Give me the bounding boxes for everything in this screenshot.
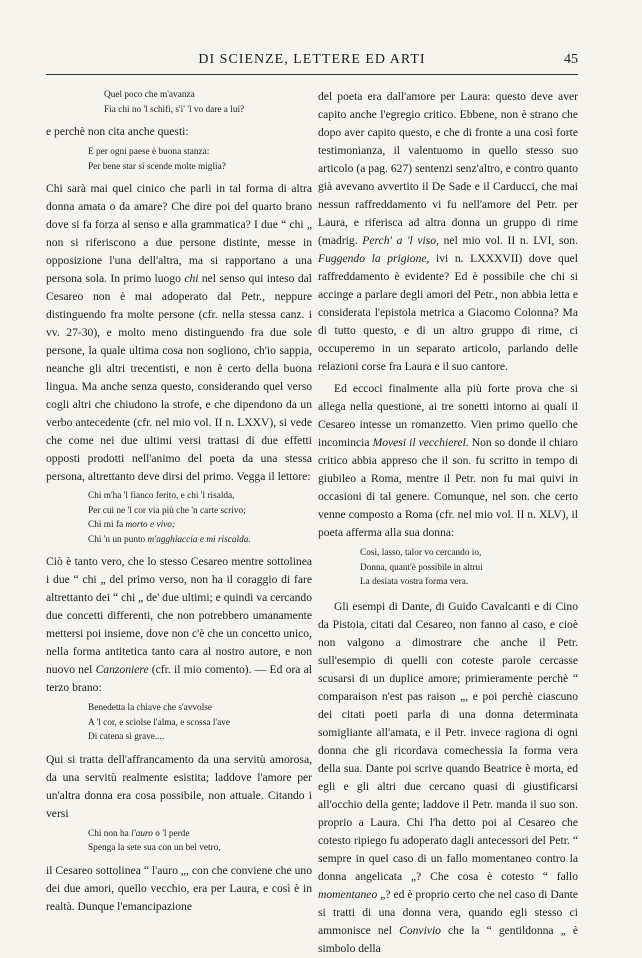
text-run: Ed eccoci finalmente alla più forte prova che si allega nella questione, ai tre sonetti intorno ai quali il Cesareo intesse un romanzetto. Vien primo quello che incomincia bbox=[318, 382, 578, 449]
verse-line bbox=[88, 518, 312, 533]
paragraph bbox=[318, 88, 578, 376]
paragraph bbox=[46, 180, 312, 486]
paragraph bbox=[318, 380, 578, 542]
text-run: . Non so donde il chiaro critico abbia appreso che il son. fu scritto in tempo di giubileo a Roma, mentre il Petr. non fu mai quivi in occasioni di tal genere. Comunque, nel son. che certo venne composto a Roma (cfr. nel mio vol. II n. XLV), il poeta afferma alla sua donna: bbox=[318, 436, 578, 539]
verse-quote bbox=[46, 827, 312, 856]
italic-text: Fuggendo la prigione bbox=[318, 252, 427, 265]
verse-line bbox=[88, 827, 312, 842]
text-run: Chi non ha bbox=[88, 828, 132, 839]
text-run: Chi sarà mai quel cinico che parli in tal forma di altra donna amata o da amare? Che dire poi del quarto brano dove si fa forza al senso e alla grammatica? I due “ chi „ non si riferiscono a due persone distinte, messe in opposizione l'una dell'altra, ma si rapportano a una persona sola. In primo luogo bbox=[46, 182, 312, 285]
paragraph: il Cesareo sottolinea “ l'auro „, con che conviene che uno dei due amori, quello vecchio, era per Laura, e così è in realtà. Dunque l'emancipazione bbox=[46, 863, 312, 913]
verse-line: A 'l cor, e sciolse l'alma, e scossa l'ave bbox=[88, 717, 230, 728]
italic-text: m'agghiaccia e mi riscalda. bbox=[147, 534, 251, 545]
text-run: Ciò è tanto vero, che lo stesso Cesareo mentre sottolinea i due “ chi „ del primo verso, non ha il coraggio di fare altrettanto dei “ chi „ de' due ultimi; e quindi va cercando due concetti differenti, che non potrebbero umanamente mettersi poi insieme, dove non c'è che un concetto unico, nella forma antitetica tanto cara al nostro autore, e non nuovo nel bbox=[46, 555, 312, 676]
text-run: o 'l perde bbox=[152, 828, 190, 839]
text-run: nel senso qui inteso dal Cesareo non è mai adoperato dal Petr., neppure distinguendo fra molte persone (cfr. nella stessa canz. i vv. 27-30), e molto meno distinguendo fra due sole persone, la quale ultima cosa non sogliono, ch'io sappia, neanche gli altri trecentisti, e non è certo della buona lingua. Ma anche senza questo, considerando quel verso cogli altri che chiudono la strofe, e che dipendono da un verbo antecedente (cfr. nel mio vol. II n. LXXV), si vede che come nei due ultimi versi trattasi di due effetti opposti prodotti nell'animo del poeta da una stessa persona, altrettanto deve dirsi del primo. Vegga il lettore: bbox=[46, 272, 312, 483]
text-run: Chi mi fa bbox=[88, 520, 126, 530]
verse-quote bbox=[46, 88, 312, 117]
verse-line: Quel poco che m'avanza bbox=[104, 90, 195, 100]
italic-text: Canzoniere bbox=[95, 663, 149, 676]
verse-line: Fia chi no 'l schifi, s'i' 'l vo dare a lui? bbox=[104, 104, 245, 115]
verse-line: Donna, quant'è possibile in altrui bbox=[360, 562, 483, 573]
text-run: „? ed è proprio certo che nel caso di Dante si tratti di una donna vera, quando egli stesso ci ammonisce nel bbox=[318, 887, 578, 937]
italic-text: momentaneo bbox=[318, 887, 378, 901]
verse-line: La desiata vostra forma vera. bbox=[360, 577, 469, 587]
paragraph: e perchè non cita anche questi: bbox=[46, 125, 189, 138]
verse-quote bbox=[46, 701, 312, 745]
verse-quote bbox=[46, 489, 312, 547]
verse-line: Benedetta la chiave che s'avvolse bbox=[88, 703, 213, 713]
italic-text: morto e vivo; bbox=[125, 520, 176, 530]
paragraph bbox=[318, 598, 578, 958]
paragraph: Qui si tratta dell'affrancamento da una servitù amorosa, da una servitù realmente esistita; laddove l'amore per un'altra donna era cosa possibile, non attuale. Citando i versi bbox=[46, 752, 312, 820]
text-run: Chi 'n un punto bbox=[88, 534, 148, 545]
italic-text: Perch' a 'l viso bbox=[362, 234, 437, 247]
verse-quote bbox=[46, 145, 312, 174]
verse-line: Per bene star si scende molte miglia? bbox=[88, 161, 226, 172]
verse-line: Per cui ne 'l cor via più che 'n carte scrivo; bbox=[88, 505, 246, 516]
verse-quote bbox=[318, 546, 578, 590]
italic-text: Convivio bbox=[399, 923, 441, 937]
verse-line: Chi m'ha 'l fianco ferito, e chi 'l risalda, bbox=[88, 491, 235, 501]
text-run: , ivi n. LXXXVII) dove quel raffreddamento è evidente? Ed è possibile che chi si accinge a parlare degli amori del Petr., non abbia letta e considerata l'epistola metrica a Giacomo Colonna? Ma di tutto questo, e di un altro gruppo di rime, ci occuperemo in un separato articolo, parlando delle relazioni corse fra Laura e il suo cantore. bbox=[318, 252, 578, 373]
verse-line: E per ogni paese è buona stanza: bbox=[88, 147, 210, 157]
italic-text: l'auro bbox=[131, 828, 153, 839]
text-run: che la “ gentildonna „ è simbolo della bbox=[318, 923, 578, 955]
text-run: del poeta era dall'amore per Laura: questo deve aver capito anche l'egregio critico. Ebbene, non è strano che dopo aver capito questo, e che di fronte a una così forte testimonianza, il valentuomo in quello stesso suo articolo (a pag. 627) sentenzi senz'altro, e contro quanto già avevano avvertito il De Sade e il Carducci, che mai nessun raffreddamento vi fu nell'amore del Petr. per Laura, e riferisca ad altra donna un gruppo di rime (madrig. bbox=[318, 90, 578, 247]
text-run: Gli esempi di Dante, di Guido Cavalcanti e di Cino da Pistoia, citati dal Cesareo, non fanno al caso, e cioè non valgono a dimostrare che anche il Petr. sull'esempio di quelli con coteste parole cercasse scusarsi di un duplice amore; primieramente perchè “ comparaison n'est pas raison „, e poi perchè ciascuno dei citati poeti parla di una donna determinata somigliante all'amata, e il Petr. invece ragiona di ogni donna che gli ricordava comechessia la forma vera della sua. Dante poi scrive quando Beatrice è morta, ed egli e gli altri due cercano quasi di giustificarsi all'occhio della gente; laddove il Petr. manda il suo son. proprio a Laura. Chi l'ha detto poi al Cesareo che cotesto ripiego fu adoperato dagli antecessori del Petr. “ sempre in quel caso di un fallo momentaneo contro la donna angelicata „? Che cosa è cotesto “ fallo bbox=[318, 599, 578, 883]
page-number: 45 bbox=[564, 52, 578, 67]
right-column bbox=[318, 88, 578, 958]
text-run: , nel mio vol. II n. LVI, son. bbox=[436, 234, 578, 247]
running-header bbox=[46, 52, 578, 75]
verse-line: Spenga la sete sua con un bel vetro, bbox=[88, 843, 221, 853]
verse-line: Così, lasso, talor vo cercando io, bbox=[360, 548, 482, 558]
verse-line: Di catena sì grave.... bbox=[88, 732, 165, 742]
header-title: DI SCIENZE, LETTERE ED ARTI bbox=[198, 52, 426, 67]
text-run: (cfr. il mio comento). — Ed ora al terzo brano: bbox=[46, 663, 312, 694]
verse-line bbox=[88, 533, 312, 548]
paragraph bbox=[46, 553, 312, 697]
left-column bbox=[46, 88, 312, 916]
italic-text: chi bbox=[184, 272, 199, 285]
italic-text: Movesi il vecchierel bbox=[372, 436, 466, 449]
